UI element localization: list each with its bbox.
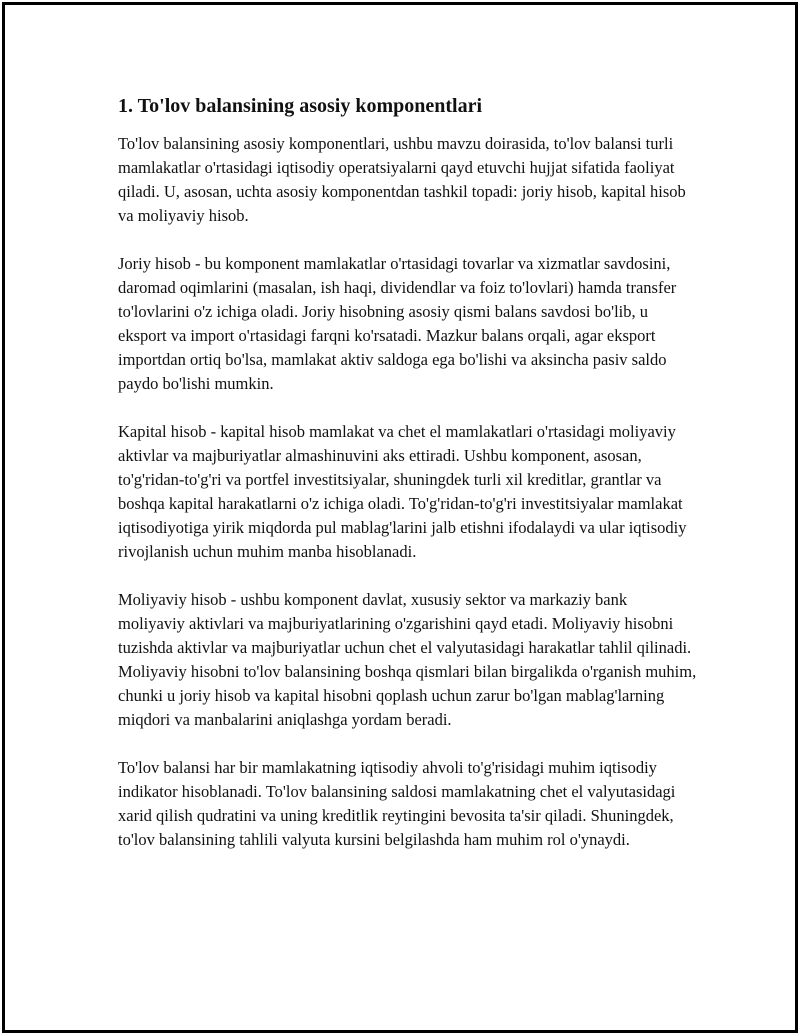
paragraph-current-account: Joriy hisob - bu komponent mamlakatlar o'rtasidagi tovarlar va xizmatlar savdosini, daromad oqimlarini (masalan, ish haqi, dividendlar va foiz to'lovlari) hamda transfer to'lovlarini o'z ichiga oladi. Joriy hisobning asosiy qismi balans savdosi bo'lib, u eksport va import o'rtasidagi farqni ko'rsatadi. Mazkur balans orqali, agar eksport importdan ortiq bo'lsa, mamlakat aktiv saldoga ega bo'lishi va aksincha pasiv saldo paydo bo'lishi mumkin. xyxy=(118,254,677,393)
paragraph-conclusion: To'lov balansi har bir mamlakatning iqtisodiy ahvoli to'g'risidagi muhim iqtisodiy indikator hisoblanadi. To'lov balansining saldosi mamlakatning chet el valyutasidagi xarid qilish qudratini va uning kreditlik reytingini bevosita ta'sir qiladi. Shuningdek, to'lov balansining tahlili valyuta kursini belgilashda ham muhim rol o'ynaydi. xyxy=(118,758,676,849)
paragraph-intro: To'lov balansining asosiy komponentlari, ushbu mavzu doirasida, to'lov balansi turli mamlakatlar o'rtasidagi iqtisodiy operatsiyalarni qayd etuvchi hujjat sifatida faoliyat qiladi. U, asosan, uchta asosiy komponentdan tashkil topadi: joriy hisob, kapital hisob va moliyaviy hisob. xyxy=(118,134,686,225)
section-heading: 1. To'lov balansining asosiy komponentlari xyxy=(118,95,483,117)
document-body xyxy=(118,92,698,876)
paragraph-capital-account: Kapital hisob - kapital hisob mamlakat va chet el mamlakatlari o'rtasidagi moliyaviy aktivlar va majburiyatlar almashinuvini aks ettiradi. Ushbu komponent, asosan, to'g'ridan-to'g'ri va portfel investitsiyalar, shuningdek turli xil kreditlar, grantlar va boshqa kapital harakatlarni o'z ichiga oladi. To'g'ridan-to'g'ri investitsiyalar mamlakat iqtisodiyotiga yirik miqdorda pul mablag'larini jalb etishni ifodalaydi va ular iqtisodiy rivojlanish uchun muhim manba hisoblanadi. xyxy=(118,422,687,561)
paragraph-financial-account: Moliyaviy hisob - ushbu komponent davlat, xususiy sektor va markaziy bank moliyaviy aktivlari va majburiyatlarining o'zgarishini qayd etadi. Moliyaviy hisobni tuzishda aktivlar va majburiyatlar uchun chet el valyutasidagi harakatlar tahlil qilinadi. Moliyaviy hisobni to'lov balansining boshqa qismlari bilan birgalikda o'rganish muhim, chunki u joriy hisob va kapital hisobni qoplash uchun zarur bo'lgan mablag'larning miqdori va manbalarini aniqlashga yordam beradi. xyxy=(118,590,697,729)
